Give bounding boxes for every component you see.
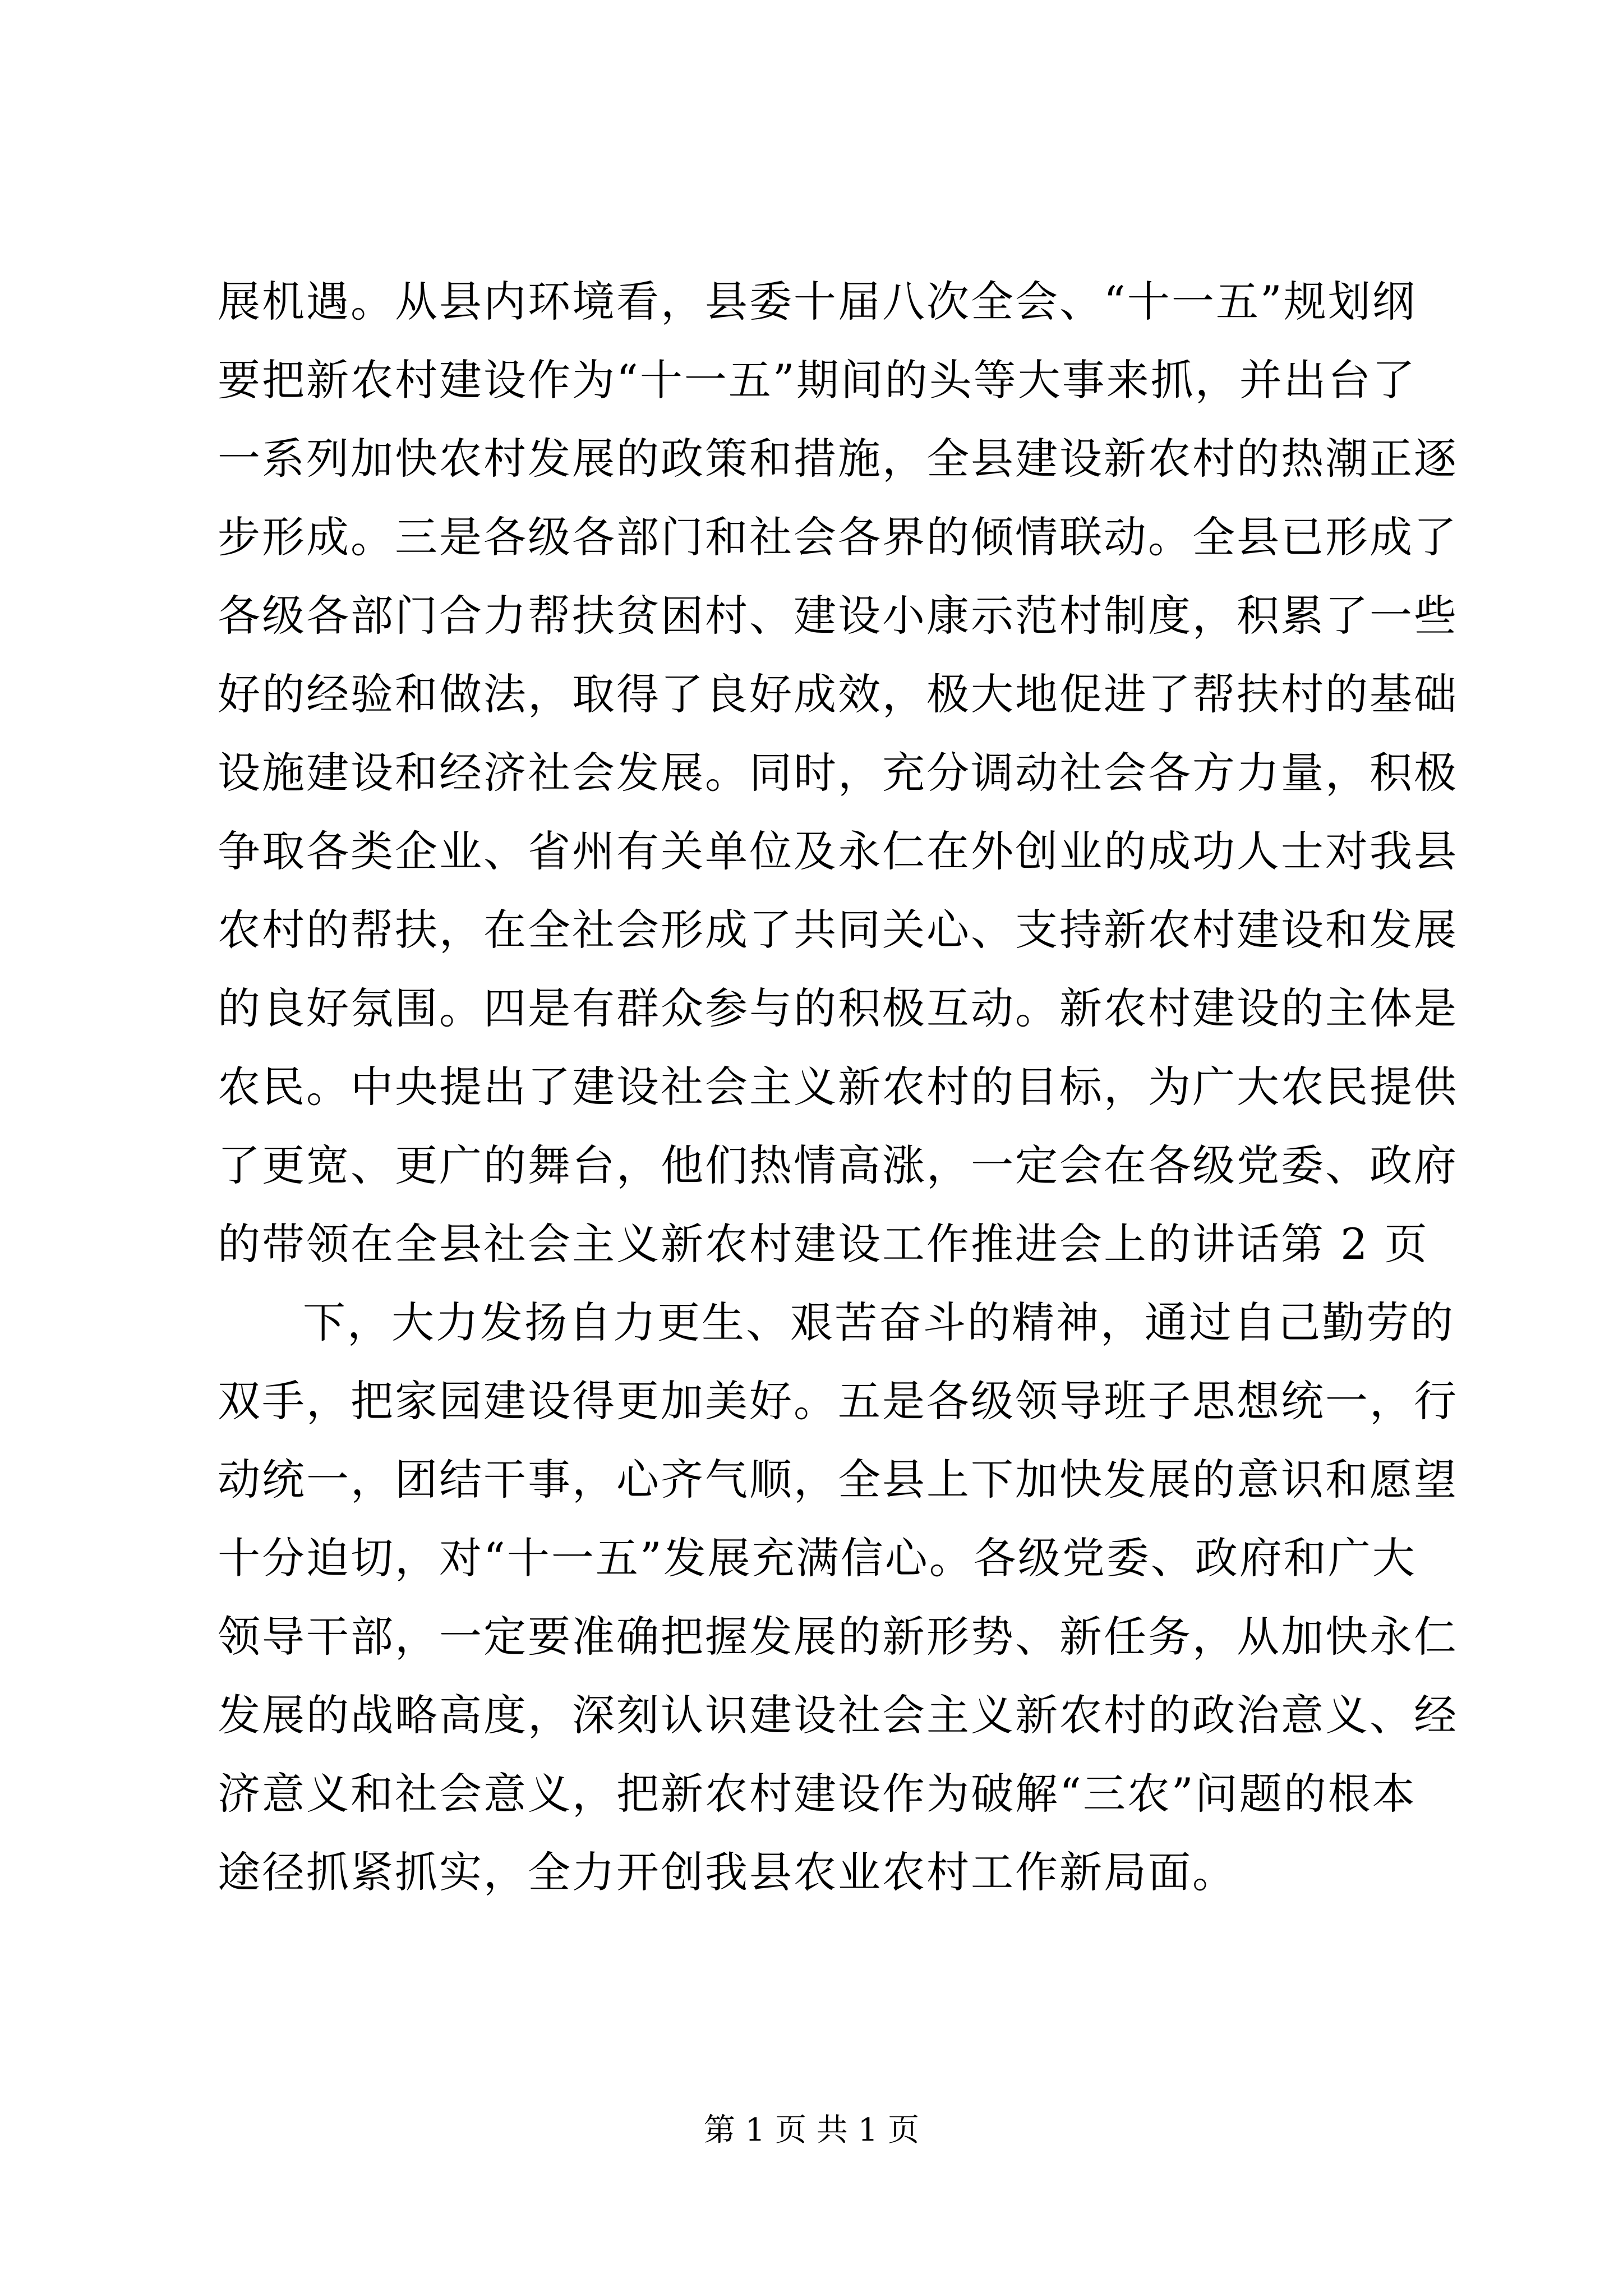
text-line: 争取各类企业、省州有关单位及永仁在外创业的成功人士对我县 <box>218 826 1458 876</box>
text-line: 发展的战略高度，深刻认识建设社会主义新农村的政治意义、经 <box>218 1690 1458 1740</box>
page-footer <box>0 2108 1623 2153</box>
text-line: 展机遇。从县内环境看，县委十届八次全会、“十一五”规划纲 <box>218 277 1417 326</box>
text-line: 了更宽、更广的舞台，他们热情高涨，一定会在各级党委、政府 <box>218 1140 1458 1190</box>
text-line: 要把新农村建设作为“十一五”期间的头等大事来抓，并出台了 <box>218 355 1417 405</box>
text-line: 农村的帮扶，在全社会形成了共同关心、支持新农村建设和发展 <box>218 905 1458 955</box>
text-line: 动统一，团结干事，心齐气顺，全县上下加快发展的意识和愿望 <box>218 1455 1458 1504</box>
text-line: 的带领在全县社会主义新农村建设工作推进会上的讲话第 2 页 <box>218 1219 1429 1269</box>
text-line: 农民。中央提出了建设社会主义新农村的目标，为广大农民提供 <box>218 1062 1458 1112</box>
text-line: 济意义和社会意义，把新农村建设作为破解“三农”问题的根本 <box>218 1769 1417 1819</box>
document-body <box>218 263 1458 1912</box>
text-line: 各级各部门合力帮扶贫困村、建设小康示范村制度，积累了一些 <box>218 591 1458 641</box>
text-line: 设施建设和经济社会发展。同时，充分调动社会各方力量，积极 <box>218 748 1458 798</box>
text-line: 领导干部，一定要准确把握发展的新形势、新任务，从加快永仁 <box>218 1612 1458 1662</box>
text-line: 的良好氛围。四是有群众参与的积极互动。新农村建设的主体是 <box>218 983 1458 1033</box>
text-line: 一系列加快农村发展的政策和措施，全县建设新农村的热潮正逐 <box>218 434 1458 484</box>
text-line: 好的经验和做法，取得了良好成效，极大地促进了帮扶村的基础 <box>218 669 1458 719</box>
text-line: 途径抓紧抓实，全力开创我县农业农村工作新局面。 <box>218 1847 1237 1897</box>
text-line: 十分迫切，对“十一五”发展充满信心。各级党委、政府和广大 <box>218 1533 1417 1583</box>
paragraph-start-line: 下，大力发扬自力更生、艰苦奋斗的精神，通过自己勤劳的 <box>303 1297 1455 1347</box>
text-line: 步形成。三是各级各部门和社会各界的倾情联动。全县已形成了 <box>218 512 1458 562</box>
text-line: 双手，把家园建设得更加美好。五是各级领导班子思想统一，行 <box>218 1376 1458 1426</box>
page-number-label: 第 1 页 共 1 页 <box>703 2112 920 2148</box>
